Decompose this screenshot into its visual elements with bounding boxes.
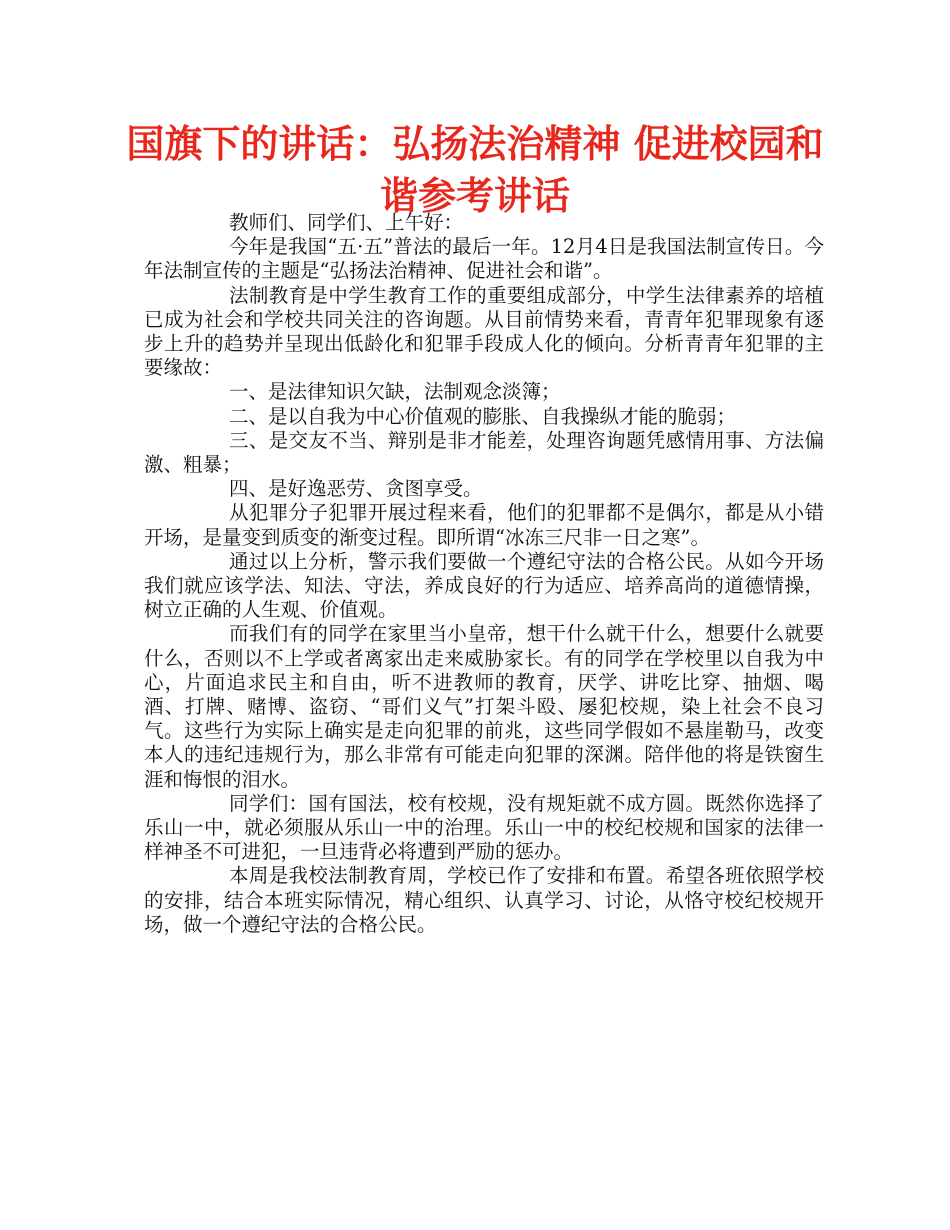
paragraph: 从犯罪分子犯罪开展过程来看，他们的犯罪都不是偶尔，都是从小错开场，是量变到质变的渐变过程。即所谓“冰冻三尺非一日之寒”。 <box>144 501 824 549</box>
paragraph: 法制教育是中学生教育工作的重要组成部分，中学生法律素养的培植已成为社会和学校共同关注的咨询题。从目前情势来看，青青年犯罪现象有逐步上升的趋势并呈现出低龄化和犯罪手段成人化的倾向。分析青青年犯罪的主要缘故： <box>144 283 824 380</box>
paragraph-greeting: 教师们、同学们、上午好： <box>229 211 464 234</box>
paragraph: 而我们有的同学在家里当小皇帝，想干什么就干什么，想要什么就要什么，否则以不上学或者离家出走来威胁家长。有的同学在学校里以自我为中心，片面追求民主和自由，听不进教师的教育，厌学、讲吃比穿、抽烟、喝酒、打牌、赌博、盗窃、“哥们义气”打架斗殴、屡犯校规，染上社会不良习气。这些行为实际上确实是走向犯罪的前兆，这些同学假如不悬崖勒马，改变本人的违纪违规行为，那么非常有可能走向犯罪的深渊。陪伴他的将是铁窗生涯和悔恨的泪水。 <box>144 622 824 791</box>
document-body <box>144 211 824 937</box>
paragraph: 本周是我校法制教育周，学校已作了安排和布置。希望各班依照学校的安排，结合本班实际情况，精心组织、认真学习、讨论，从恪守校纪校规开场，做一个遵纪守法的合格公民。 <box>144 864 824 936</box>
paragraph: 通过以上分析，警示我们要做一个遵纪守法的合格公民。从如今开场我们就应该学法、知法、守法，养成良好的行为适应、培养高尚的道德情操，树立正确的人生观、价值观。 <box>144 549 824 622</box>
paragraph: 今年是我国“五·五”普法的最后一年。12月4日是我国法制宣传日。今年法制宣传的主题是“弘扬法治精神、促进社会和谐”。 <box>144 235 824 283</box>
paragraph: 同学们：国有国法，校有校规，没有规矩就不成方圆。既然你选择了乐山一中，就必须服从乐山一中的治理。乐山一中的校纪校规和国家的法律一样神圣不可进犯，一旦违背必将遭到严励的惩办。 <box>144 791 824 864</box>
paragraph-list-item: 四、是好逸恶劳、贪图享受。 <box>229 477 483 501</box>
document-title: 国旗下的讲话：弘扬法治精神 促进校园和谐参考讲话 <box>126 122 824 218</box>
paragraph-list-item: 一、是法律知识欠缺，法制观念淡簿； <box>229 380 561 404</box>
paragraph-list-item: 三、是交友不当、辩别是非才能差，处理咨询题凭感情用事、方法偏激、粗暴； <box>144 428 824 477</box>
paragraph-list-item: 二、是以自我为中心价值观的膨胀、自我操纵才能的脆弱； <box>229 404 737 428</box>
